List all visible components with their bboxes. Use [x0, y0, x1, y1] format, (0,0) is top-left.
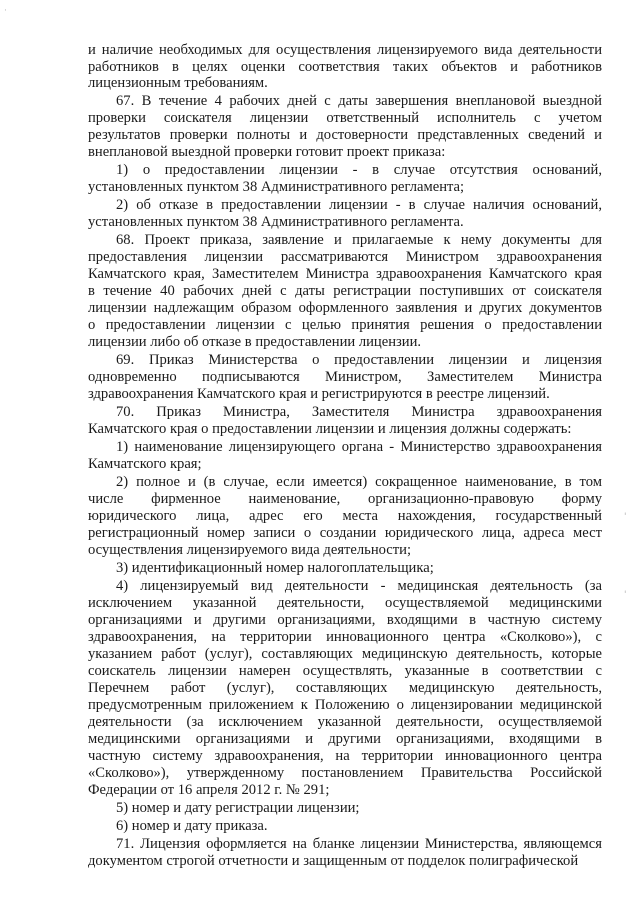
text-line: соискатель лицензии намерен осуществлять, указанные в соответствии с	[88, 663, 602, 679]
text-line: одновременно подписываются Министром, Заместителем Министра	[88, 369, 602, 385]
text-line: юридического лица, адрес его места нахождения, государственный	[88, 508, 602, 524]
text-line: организациями и другими организациями, входящими в частную систему	[88, 612, 602, 628]
text-line: 1) наименование лицензирующего органа - Министерство здравоохранения	[116, 439, 602, 455]
text-line: внеплановой выездной проверки готовит проект приказа:	[88, 144, 446, 160]
text-line: о предоставлении лицензии с целью принятия решения о предоставлении	[88, 317, 602, 333]
text-line: регистрационный номер записи о создании юридического лица, адреса мест	[88, 525, 602, 541]
text-line: предоставления лицензии рассматриваются Министром здравоохранения	[88, 249, 602, 265]
text-line: документом строгой отчетности и защищенным от подделок полиграфической	[88, 853, 579, 869]
text-line: медицинскими организациями и другими организациями, входящими в	[88, 731, 602, 747]
text-line: числе фирменное наименование, организационно-правовую форму	[88, 491, 602, 507]
text-line: 3) идентификационный номер налогоплательщика;	[116, 560, 434, 576]
text-line: 2) об отказе в предоставлении лицензии - в случае наличия оснований,	[116, 197, 602, 213]
text-line: указанием работ (услуг), составляющих медицинскую деятельность, которые	[88, 646, 602, 662]
text-line: осуществления лицензируемого вида деятельности;	[88, 542, 412, 558]
text-line: Федерации от 16 апреля 2012 г. № 291;	[88, 782, 330, 798]
scan-speck: ·	[4, 6, 7, 16]
text-line: результатов проверки полноты и достоверности представленных сведений и	[88, 127, 602, 143]
text-line: здравоохранения Камчатского края и регистрируются в реестре лицензий.	[88, 386, 550, 402]
text-line: деятельности (за исключением указанной деятельности, осуществляемой	[88, 714, 602, 730]
text-line: 69. Приказ Министерства о предоставлении лицензии и лицензия	[116, 352, 602, 368]
text-line: 67. В течение 4 рабочих дней с даты завершения внеплановой выездной	[116, 93, 602, 109]
text-line: в течение 40 рабочих дней с даты регистрации поступивших от соискателя	[88, 283, 602, 299]
text-line: Камчатского края о предоставлении лицензии и лицензия должны содержать:	[88, 421, 572, 437]
text-line: лицензии либо об отказе в предоставлении лицензии.	[88, 334, 422, 350]
text-line: 6) номер и дату приказа.	[116, 818, 268, 834]
text-line: 4) лицензируемый вид деятельности - медицинская деятельность (за	[116, 578, 602, 594]
scan-speck: '	[624, 512, 627, 522]
text-line: лицензии надлежащим образом оформленного заявления и других документов	[88, 300, 602, 316]
text-line: 71. Лицензия оформляется на бланке лицензии Министерства, являющемся	[116, 836, 602, 852]
text-line: предусмотренным приложением к Положению о лицензировании медицинской	[88, 697, 602, 713]
text-line: частную систему здравоохранения, на территории инновационного центра	[88, 748, 602, 764]
scan-speck: '	[624, 590, 627, 600]
text-line: здравоохранения, на территории инновационного центра «Сколково»), с	[88, 629, 602, 645]
text-line: 70. Приказ Министра, Заместителя Министра здравоохранения	[116, 404, 602, 420]
text-line: Камчатского края, Заместителем Министра здравоохранения Камчатского края	[88, 266, 602, 282]
text-line: работников в целях оценки соответствия таких объектов и работников	[88, 59, 602, 75]
text-line: установленных пунктом 38 Административного регламента;	[88, 179, 465, 195]
text-line: лицензионным требованиям.	[88, 75, 268, 91]
text-line: 68. Проект приказа, заявление и прилагаемые к нему документы для	[116, 232, 602, 248]
text-line: и наличие необходимых для осуществления лицензируемого вида деятельности	[88, 42, 602, 58]
text-line: 5) номер и дату регистрации лицензии;	[116, 800, 360, 816]
text-line: 1) о предоставлении лицензии - в случае отсутствия оснований,	[116, 162, 602, 178]
text-line: Перечнем работ (услуг), составляющих медицинскую деятельность,	[88, 680, 602, 696]
text-line: Камчатского края;	[88, 456, 202, 472]
text-line: проверки соискателя лицензии ответственный исполнитель с учетом	[88, 110, 602, 126]
text-line: «Сколково»), утвержденному постановлением Правительства Российской	[88, 765, 602, 781]
text-line: установленных пунктом 38 Административного регламента.	[88, 214, 464, 230]
text-line: исключением указанной деятельности, осуществляемой медицинскими	[88, 595, 602, 611]
text-line: 2) полное и (в случае, если имеется) сокращенное наименование, в том	[116, 474, 602, 490]
